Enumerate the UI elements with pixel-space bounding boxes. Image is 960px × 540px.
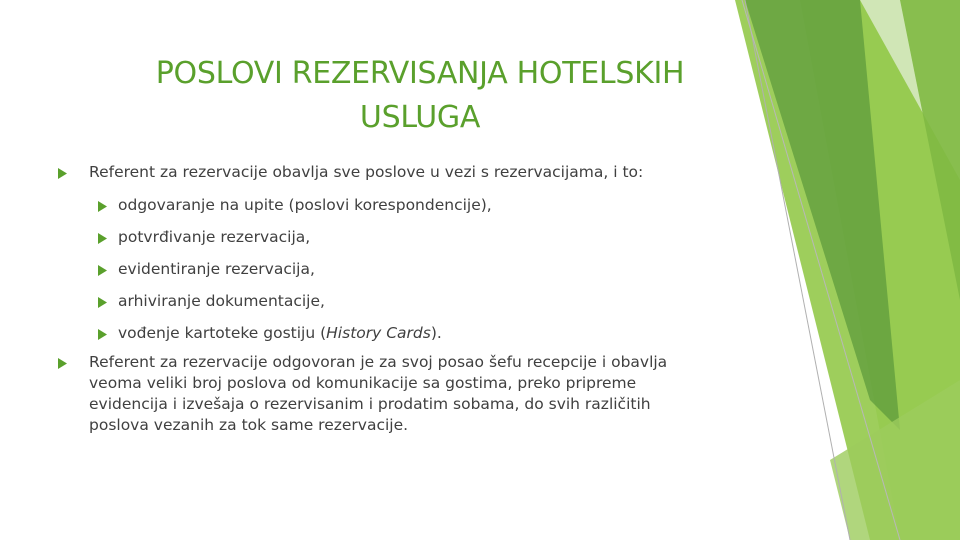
triangle-right-icon bbox=[98, 233, 107, 244]
triangle-right-icon bbox=[98, 201, 107, 212]
bullet-text: Referent za rezervacije odgovoran je za svoj posao šefu recepcije i obavlja veoma veliki broj poslova od komunikacije sa gostima, preko pripreme evidencija i izvešaja o rezervisanim i prodatim sobama, do svih različitih poslova vezanih za tok same rezervacije. bbox=[89, 353, 668, 434]
sub-bullet-text-italic: History Cards bbox=[326, 324, 431, 342]
triangle-right-icon bbox=[98, 297, 107, 308]
sub-bullet-text: evidentiranje rezervacija, bbox=[118, 260, 315, 278]
slide-title bbox=[80, 52, 760, 140]
triangle-right-icon bbox=[98, 265, 107, 276]
title-line-2: USLUGA bbox=[359, 100, 481, 135]
bullet-text: Referent za rezervacije obavlja sve poslove u vezi s rezervacijama, i to: bbox=[89, 163, 644, 181]
bullet-item bbox=[89, 352, 714, 436]
bullet-item bbox=[89, 162, 729, 183]
sub-bullet-text-before: vođenje kartoteke gostiju ( bbox=[118, 324, 327, 342]
sub-bullet-item bbox=[118, 195, 678, 216]
triangle-right-icon bbox=[58, 168, 67, 179]
sub-bullet-text-after: ). bbox=[430, 324, 442, 342]
sub-bullet-text: potvrđivanje rezervacija, bbox=[118, 228, 311, 246]
title-line-1: POSLOVI REZERVISANJA HOTELSKIH bbox=[155, 56, 685, 91]
sub-bullet-text: arhiviranje dokumentacije, bbox=[118, 292, 325, 310]
sub-bullet-item bbox=[118, 227, 678, 248]
sub-bullet-item bbox=[118, 259, 678, 280]
sub-bullet-item bbox=[118, 323, 678, 344]
triangle-right-icon bbox=[58, 358, 67, 369]
triangle-right-icon bbox=[98, 329, 107, 340]
sub-bullet-text: odgovaranje na upite (poslovi korespondencije), bbox=[118, 196, 492, 214]
sub-bullet-item bbox=[118, 291, 678, 312]
